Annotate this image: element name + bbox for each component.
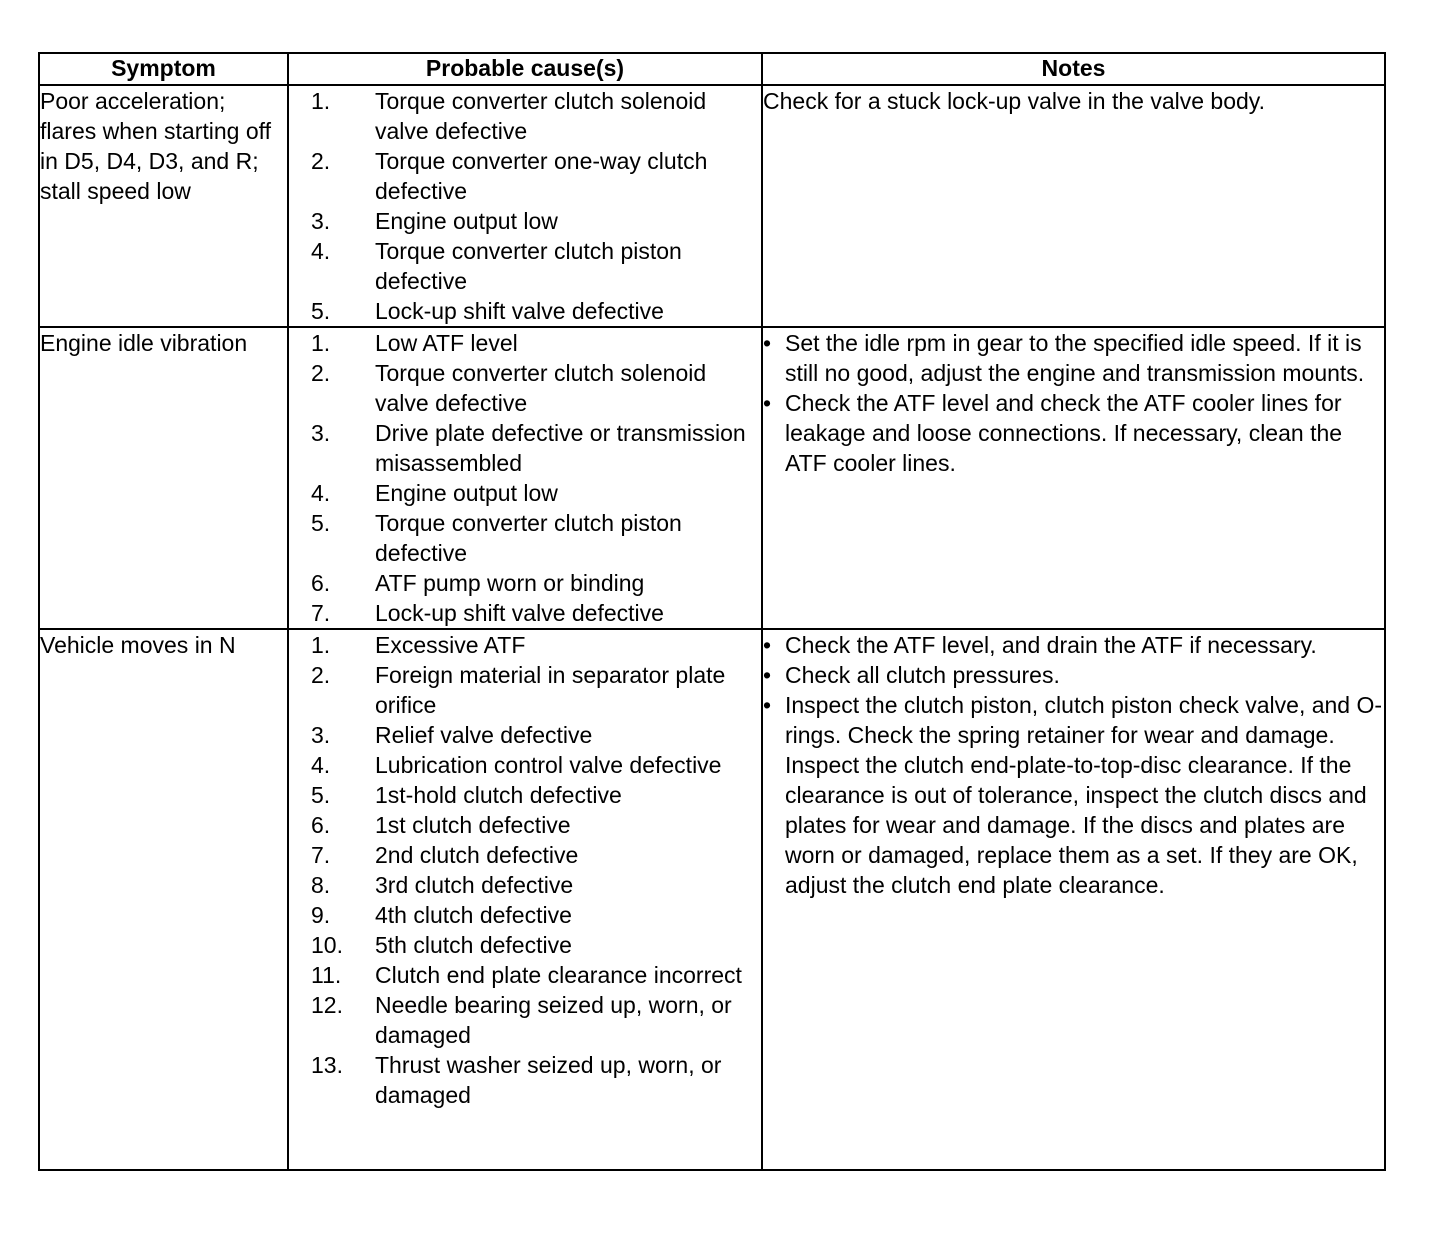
note-text: Check for a stuck lock-up valve in the valve body. <box>763 88 1265 114</box>
note-text: Check all clutch pressures. <box>785 662 1060 688</box>
cause-number: 9. <box>311 902 331 928</box>
cause-text: Excessive ATF <box>375 632 526 658</box>
cause-text: 3rd clutch defective <box>375 872 574 898</box>
cause-text: Lock-up shift valve defective <box>375 600 664 626</box>
cause-item <box>289 660 761 720</box>
notes-cell <box>762 629 1385 1170</box>
cause-text: Lock-up shift valve defective <box>375 298 664 324</box>
cause-text: Thrust washer seized up, worn, or damaged <box>375 1052 722 1108</box>
cause-item <box>289 358 761 418</box>
notes-cell <box>762 327 1385 629</box>
note-item <box>763 388 1384 478</box>
bullet-icon: • <box>763 692 772 718</box>
bullet-icon: • <box>763 662 772 688</box>
cause-item <box>289 780 761 810</box>
note-text: Check the ATF level and check the ATF cooler lines for leakage and loose connections. If necessary, clean the ATF cooler lines. <box>785 390 1343 476</box>
cause-text: Needle bearing seized up, worn, or damaged <box>375 992 732 1048</box>
cause-number: 7. <box>311 600 331 626</box>
bullet-icon: • <box>763 330 772 356</box>
cause-item <box>289 810 761 840</box>
cause-number: 2. <box>311 662 331 688</box>
symptom-cell: Engine idle vibration <box>39 327 288 629</box>
note-list <box>763 630 1384 900</box>
cause-item <box>289 86 761 146</box>
symptom-cell: Vehicle moves in N <box>39 629 288 1170</box>
cause-item <box>289 478 761 508</box>
cause-text: Engine output low <box>375 208 558 234</box>
cause-number: 6. <box>311 812 331 838</box>
cause-number: 11. <box>311 962 342 988</box>
cause-number: 6. <box>311 570 331 596</box>
note-text: Set the idle rpm in gear to the specified idle speed. If it is still no good, adjust the engine and transmission mounts. <box>785 330 1365 386</box>
bullet-icon: • <box>763 390 772 416</box>
cause-number: 5. <box>311 298 331 324</box>
cause-text: Drive plate defective or transmission misassembled <box>375 420 746 476</box>
cause-text: 5th clutch defective <box>375 932 572 958</box>
cause-item <box>289 236 761 296</box>
cause-item <box>289 990 761 1050</box>
cause-item <box>289 206 761 236</box>
note-list <box>763 328 1384 478</box>
cause-number: 1. <box>311 330 331 356</box>
cause-list <box>289 328 761 628</box>
cause-text: Relief valve defective <box>375 722 593 748</box>
cause-text: Torque converter clutch solenoid valve defective <box>375 88 707 144</box>
note-item <box>763 660 1384 690</box>
cause-item <box>289 568 761 598</box>
cause-item <box>289 930 761 960</box>
causes-cell <box>288 629 762 1170</box>
cause-text: Low ATF level <box>375 330 518 356</box>
cause-item <box>289 328 761 358</box>
header-row <box>39 53 1385 85</box>
cause-text: Torque converter clutch piston defective <box>375 510 682 566</box>
table-body <box>39 85 1385 1170</box>
header-notes: Notes <box>762 53 1385 85</box>
cause-list <box>289 86 761 326</box>
cause-number: 1. <box>311 88 331 114</box>
cause-number: 2. <box>311 360 331 386</box>
cause-text: Clutch end plate clearance incorrect <box>375 962 742 988</box>
cause-item <box>289 508 761 568</box>
causes-cell <box>288 327 762 629</box>
cause-item <box>289 296 761 326</box>
cause-number: 2. <box>311 148 331 174</box>
cause-item <box>289 840 761 870</box>
cause-text: ATF pump worn or binding <box>375 570 645 596</box>
cause-item <box>289 630 761 660</box>
cause-item <box>289 870 761 900</box>
note-item <box>763 690 1384 900</box>
causes-cell <box>288 85 762 327</box>
bullet-icon: • <box>763 632 772 658</box>
cause-list <box>289 630 761 1110</box>
cause-text: Engine output low <box>375 480 558 506</box>
cause-number: 5. <box>311 782 331 808</box>
cause-text: Torque converter clutch solenoid valve defective <box>375 360 707 416</box>
header-symptom: Symptom <box>39 53 288 85</box>
table-row <box>39 85 1385 327</box>
cause-number: 4. <box>311 752 331 778</box>
cause-number: 4. <box>311 480 331 506</box>
cause-text: Torque converter one-way clutch defective <box>375 148 708 204</box>
cause-number: 13. <box>311 1052 343 1078</box>
cause-text: 2nd clutch defective <box>375 842 579 868</box>
cause-item <box>289 750 761 780</box>
symptom-cell: Poor acceleration; flares when starting off in D5, D4, D3, and R; stall speed low <box>39 85 288 327</box>
cause-number: 3. <box>311 722 331 748</box>
cause-number: 10. <box>311 932 343 958</box>
cause-number: 1. <box>311 632 331 658</box>
cause-text: Foreign material in separator plate orifice <box>375 662 726 718</box>
note-text: Inspect the clutch piston, clutch piston check valve, and O-rings. Check the spring retainer for wear and damage. Inspect the clutch end-plate-to-top-disc clearance. If the clearance is out of tolerance, inspect the clutch discs and plates for wear and damage. If the discs and plates are worn or damaged, replace them as a set. If they are OK, adjust the clutch end plate clearance. <box>785 692 1383 898</box>
cause-item <box>289 418 761 478</box>
cause-number: 5. <box>311 510 331 536</box>
cause-number: 3. <box>311 208 331 234</box>
note-text: Check the ATF level, and drain the ATF if necessary. <box>785 632 1317 658</box>
cause-number: 4. <box>311 238 331 264</box>
cause-item <box>289 146 761 206</box>
cause-text: Lubrication control valve defective <box>375 752 722 778</box>
table-row <box>39 629 1385 1170</box>
notes-cell <box>762 85 1385 327</box>
cause-number: 8. <box>311 872 331 898</box>
cause-number: 3. <box>311 420 331 446</box>
cause-text: 4th clutch defective <box>375 902 572 928</box>
cause-item <box>289 1050 761 1110</box>
table-row <box>39 327 1385 629</box>
cause-item <box>289 720 761 750</box>
cause-text: 1st-hold clutch defective <box>375 782 622 808</box>
note-item <box>763 630 1384 660</box>
cause-item <box>289 960 761 990</box>
cause-number: 12. <box>311 992 343 1018</box>
cause-item <box>289 900 761 930</box>
note-item <box>763 328 1384 388</box>
header-probable-causes: Probable cause(s) <box>288 53 762 85</box>
cause-text: 1st clutch defective <box>375 812 571 838</box>
cause-item <box>289 598 761 628</box>
troubleshooting-table <box>38 52 1386 1171</box>
cause-number: 7. <box>311 842 331 868</box>
cause-text: Torque converter clutch piston defective <box>375 238 682 294</box>
